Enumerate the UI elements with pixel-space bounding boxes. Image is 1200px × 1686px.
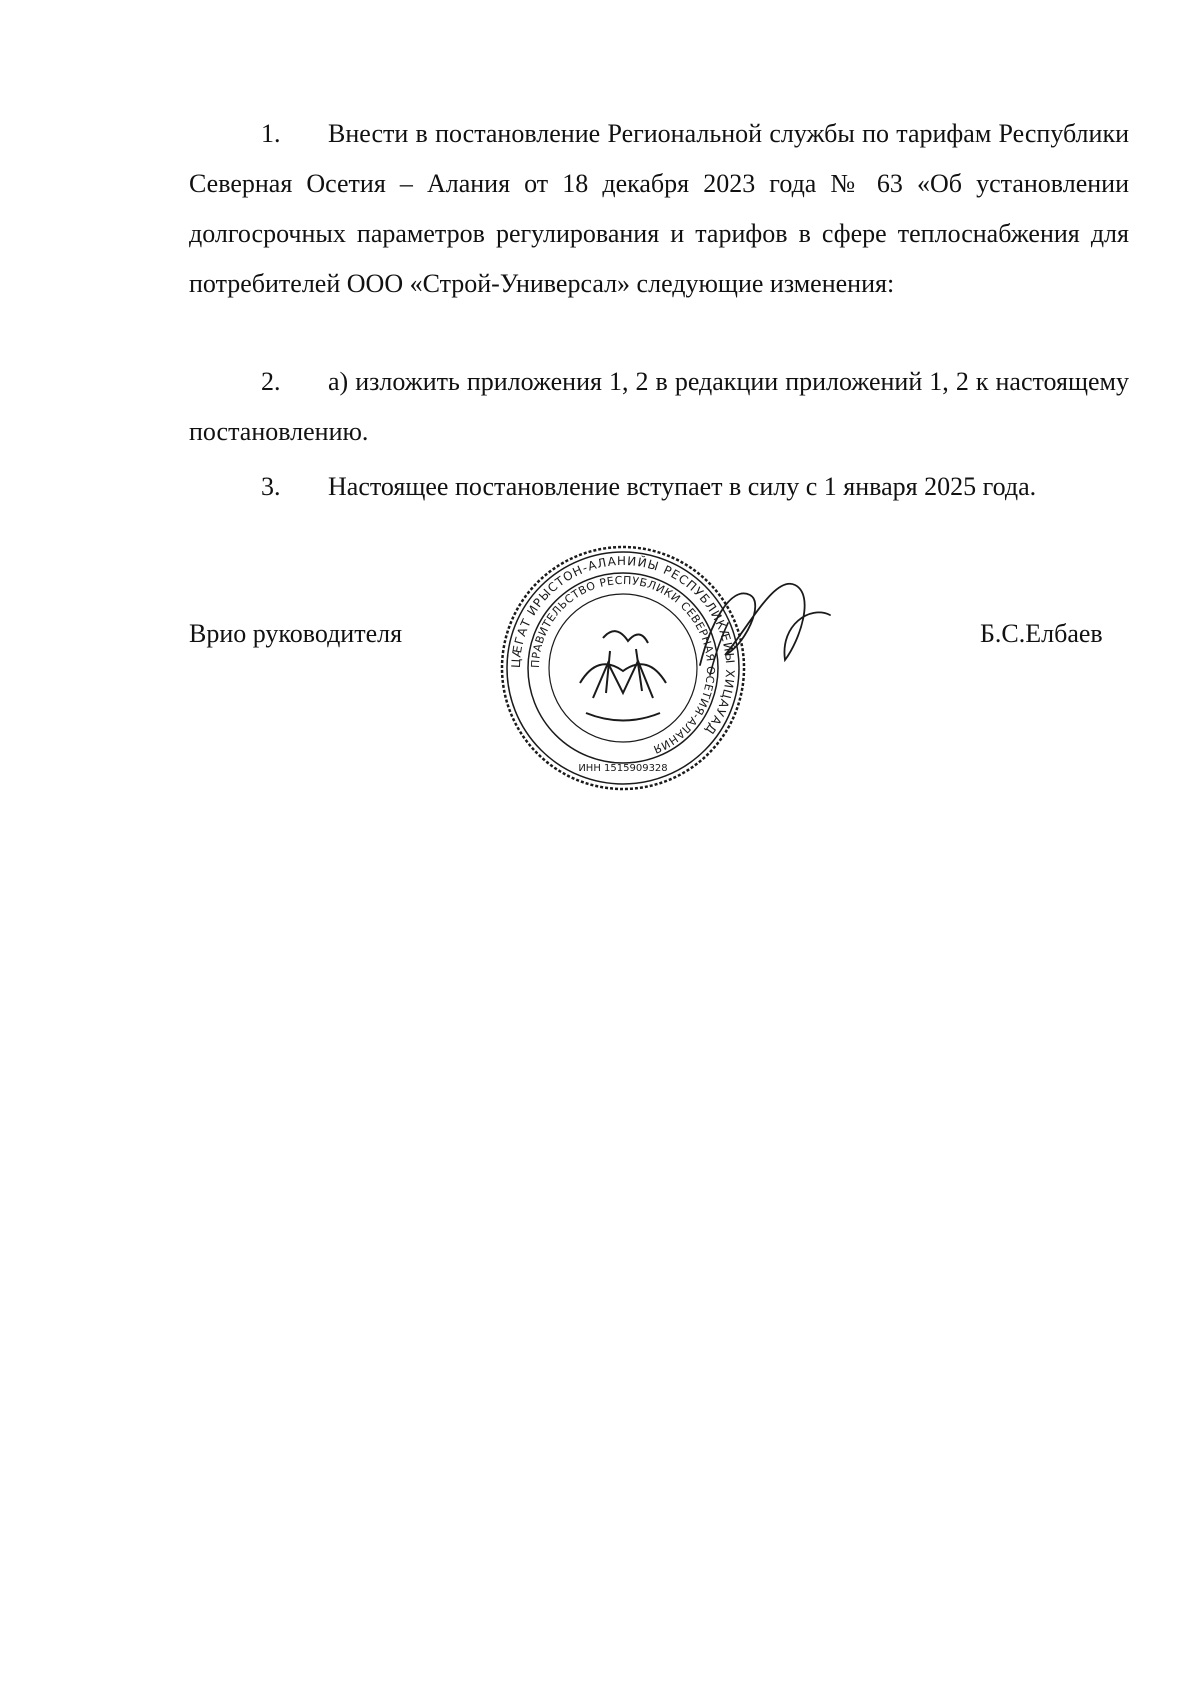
item-text: Внести в постановление Региональной службы по тарифам Республики Северная Осетия – Алания от 18 декабря 2023 года № 63 «Об установлении долгосрочных параметров регулирования и тарифов в сфере теплоснабжения для потребителей ООО «Строй-Универсал» следующие изменения: [189, 119, 1129, 298]
signatory-position: Врио руководителя [189, 619, 403, 648]
item-text: а) изложить приложения 1, 2 в редакции приложений 1, 2 к настоящему постановлению. [189, 367, 1129, 446]
decree-item-1 [189, 109, 1129, 309]
item-text: Настоящее постановление вступает в силу с 1 января 2025 года. [328, 472, 1037, 501]
item-number: 3. [261, 472, 281, 501]
decree-item-3 [189, 462, 1129, 512]
svg-text:ПРАВИТЕЛЬСТВО РЕСПУБЛИКИ СЕВЕР [529, 574, 717, 756]
signatory-name: Б.С.Елбаев [980, 619, 1103, 648]
seal-outer-text: ЦÆГАТ ИРЫСТОН-АЛАНИЙЫ РЕСПУБЛИКÆЙЫ ХИЦАУАД [508, 553, 738, 738]
decree-item-2 [189, 357, 1129, 457]
item-number: 1. [261, 119, 281, 148]
seal-emblem [580, 631, 666, 720]
seal-inn: ИНН 1515909328 [578, 763, 668, 774]
item-number: 2. [261, 367, 281, 396]
handwritten-signature [690, 565, 840, 685]
seal-inner-text: ПРАВИТЕЛЬСТВО РЕСПУБЛИКИ СЕВЕРНАЯ ОСЕТИЯ-АЛАНИЯ [528, 573, 718, 757]
